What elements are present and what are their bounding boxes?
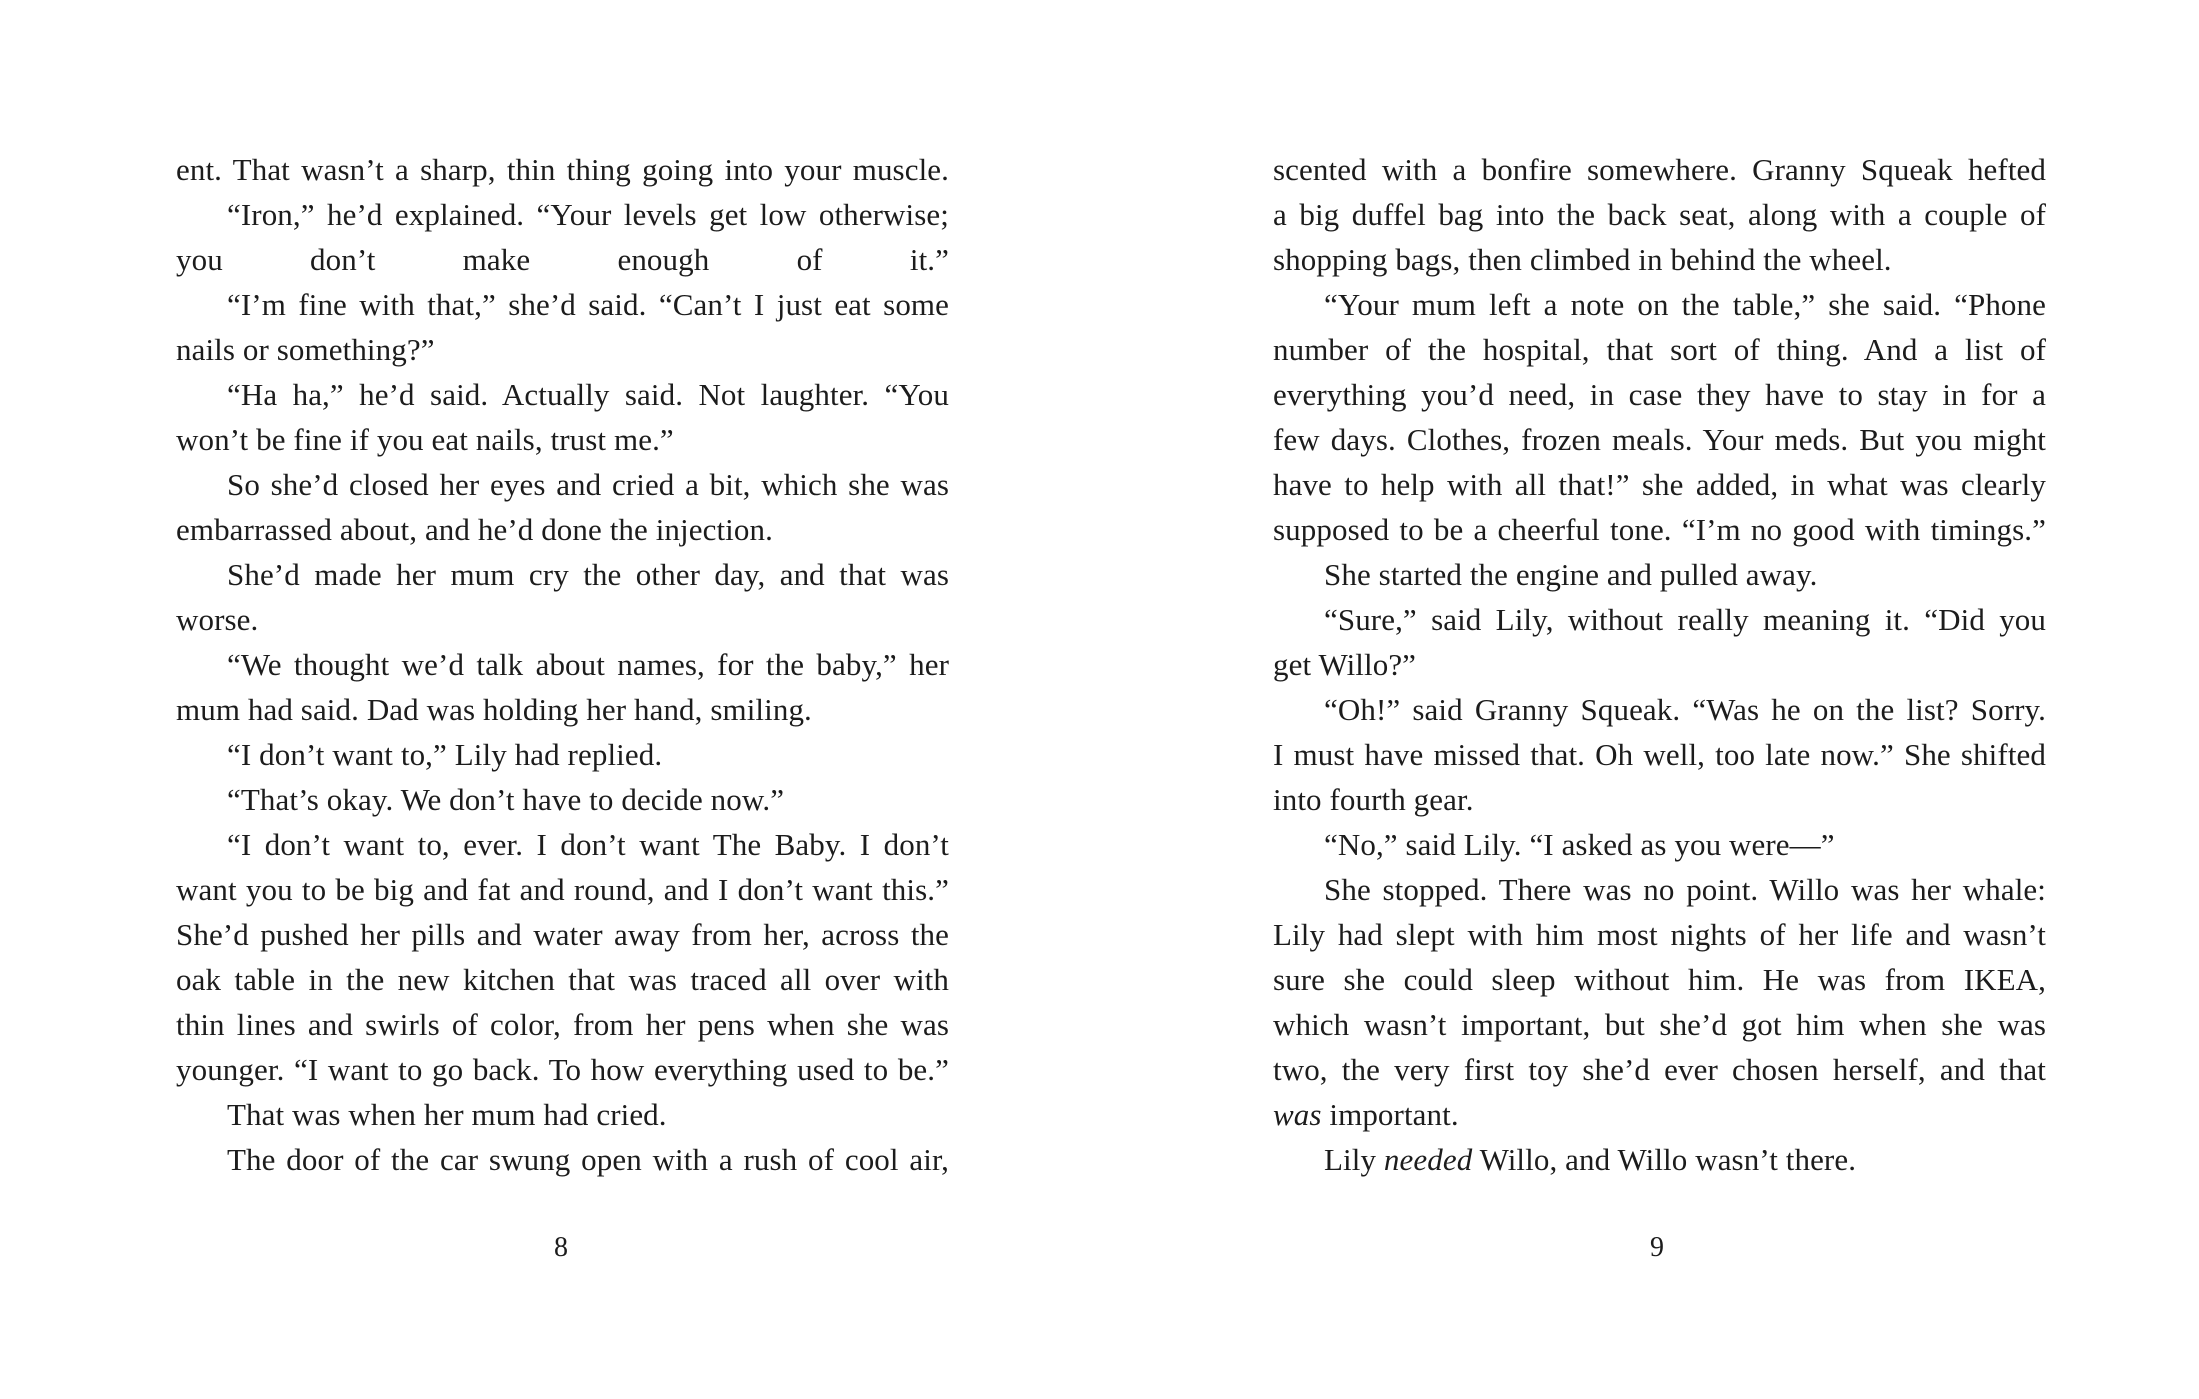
text-line: “That’s okay. We don’t have to decide now.” — [227, 782, 785, 817]
right-page-text — [1273, 147, 2046, 1182]
text-line: “I’m fine with that,” she’d said. “Can’t I just eat some — [227, 287, 949, 322]
text-line: supposed to be a cheerful tone. “I’m no good with timings.” — [1273, 512, 2046, 547]
left-page-text — [176, 147, 949, 1182]
text-line — [1273, 1092, 2046, 1137]
text-line: two, the very first toy she’d ever chosen herself, and that — [1273, 1052, 2046, 1087]
text-line: So she’d closed her eyes and cried a bit, which she was — [227, 467, 949, 502]
text-line: a big duffel bag into the back seat, along with a couple of — [1273, 197, 2046, 232]
text-line: “Sure,” said Lily, without really meaning it. “Did you — [1324, 602, 2046, 637]
text-line: scented with a bonfire somewhere. Granny Squeak hefted — [1273, 152, 2046, 187]
text-line: ent. That wasn’t a sharp, thin thing going into your muscle. — [176, 152, 949, 187]
text-line: mum had said. Dad was holding her hand, smiling. — [176, 692, 812, 727]
text-line: worse. — [176, 602, 259, 637]
text-line: want you to be big and fat and round, and I don’t want this.” — [176, 872, 949, 907]
text-line: She’d pushed her pills and water away from her, across the — [176, 917, 949, 952]
text-line: younger. “I want to go back. To how everything used to be.” — [176, 1052, 949, 1087]
page-number-right: 9 — [1650, 1232, 1664, 1263]
text-line: thin lines and swirls of color, from her pens when she was — [176, 1007, 949, 1042]
text-line: oak table in the new kitchen that was traced all over with — [176, 962, 949, 997]
text-line: “I don’t want to,” Lily had replied. — [227, 737, 663, 772]
text-line: “Your mum left a note on the table,” she said. “Phone — [1324, 287, 2046, 322]
text-line: “Ha ha,” he’d said. Actually said. Not laughter. “You — [227, 377, 949, 412]
text-line: I must have missed that. Oh well, too late now.” She shifted — [1273, 737, 2046, 772]
text-line: have to help with all that!” she added, in what was clearly — [1273, 467, 2046, 502]
italic-word: was — [1273, 1097, 1322, 1132]
text-line: “I don’t want to, ever. I don’t want The Baby. I don’t — [227, 827, 949, 862]
text-line: which wasn’t important, but she’d got him when she was — [1273, 1007, 2046, 1042]
text-line: Lily had slept with him most nights of her life and wasn’t — [1273, 917, 2046, 952]
text-line: get Willo?” — [1273, 647, 1417, 682]
text-line: you don’t make enough of it.” — [176, 242, 949, 277]
italic-word: needed — [1383, 1142, 1473, 1177]
text-line: won’t be fine if you eat nails, trust me.” — [176, 422, 674, 457]
text-line: “Oh!” said Granny Squeak. “Was he on the list? Sorry. — [1324, 692, 2046, 727]
text-line: few days. Clothes, frozen meals. Your meds. But you might — [1273, 422, 2046, 457]
text-line: embarrassed about, and he’d done the injection. — [176, 512, 773, 547]
text-line: “Iron,” he’d explained. “Your levels get low otherwise; — [227, 197, 949, 232]
text-line: The door of the car swung open with a rush of cool air, — [227, 1142, 949, 1177]
text-line: She’d made her mum cry the other day, and that was — [227, 557, 949, 592]
text-line: shopping bags, then climbed in behind the wheel. — [1273, 242, 1892, 277]
text-line: sure she could sleep without him. He was from IKEA, — [1273, 962, 2046, 997]
text-line — [1273, 1137, 2046, 1182]
text-line: She started the engine and pulled away. — [1324, 557, 1818, 592]
text-line: into fourth gear. — [1273, 782, 1474, 817]
text-run: Lily — [1324, 1142, 1384, 1177]
text-line: everything you’d need, in case they have to stay in for a — [1273, 377, 2046, 412]
page-number-left: 8 — [554, 1232, 568, 1263]
text-line: number of the hospital, that sort of thing. And a list of — [1273, 332, 2046, 367]
text-line: “No,” said Lily. “I asked as you were—” — [1324, 827, 1835, 862]
text-line: “We thought we’d talk about names, for the baby,” her — [227, 647, 949, 682]
text-line: She stopped. There was no point. Willo was her whale: — [1324, 872, 2046, 907]
text-run: important. — [1321, 1097, 1459, 1132]
text-run: Willo, and Willo wasn’t there. — [1472, 1142, 1857, 1177]
text-line: nails or something?” — [176, 332, 435, 367]
text-line: That was when her mum had cried. — [227, 1097, 667, 1132]
